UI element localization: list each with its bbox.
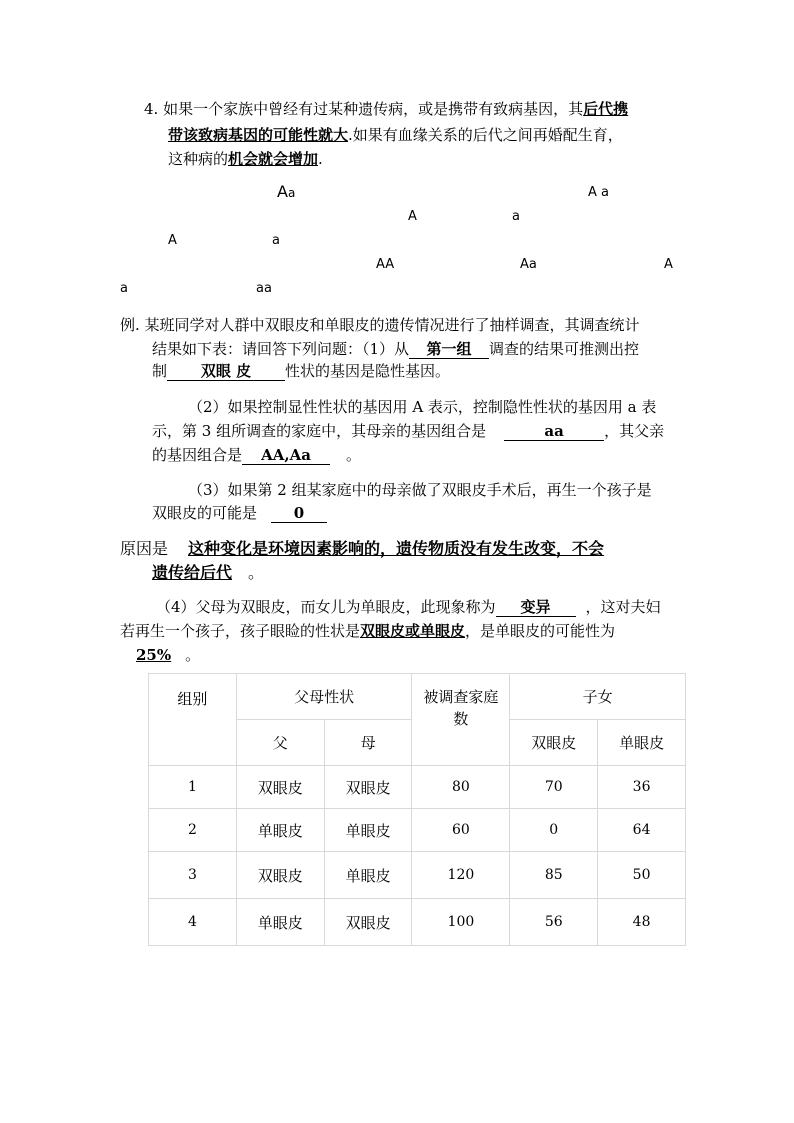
header-double: 双眼皮 — [510, 720, 598, 766]
item4-line1: 4. 如果一个家族中曾经有过某种遗传病，或是携带有致病基因，其后代携 — [144, 100, 629, 118]
q3-line1: （3）如果第 2 组某家庭中的母亲做了双眼皮手术后，再生一个孩子是 — [188, 481, 652, 499]
gene-label: A a — [588, 185, 609, 200]
cell-single: 64 — [598, 809, 686, 852]
cell-mother: 单眼皮 — [324, 809, 412, 852]
example-line1: 例. 某班同学对人群中双眼皮和单眼皮的遗传情况进行了抽样调查，其调查统计 — [120, 316, 640, 334]
cell-double: 85 — [510, 852, 598, 899]
q2-line1: （2）如果控制显性性状的基因用 A 表示，控制隐性性状的基因用 a 表 — [188, 398, 657, 416]
item4-line2: 带该致病基因的可能性就大.如果有血缘关系的后代之间再婚配生育， — [168, 126, 623, 144]
cell-double: 56 — [510, 899, 598, 946]
header-mother: 母 — [324, 720, 412, 766]
cell-single: 36 — [598, 766, 686, 809]
reason-line1: 原因是 这种变化是环境因素影响的，遗传物质没有发生改变，不会 — [120, 539, 605, 558]
table-row — [149, 899, 686, 946]
answer-blank: 变异 — [496, 597, 576, 617]
cell-group: 4 — [149, 899, 237, 946]
item4-line3: 这种病的机会就会增加. — [168, 150, 323, 168]
gene-label: a — [512, 209, 520, 224]
answer-blank: aa — [504, 421, 604, 441]
header-father: 父 — [236, 720, 324, 766]
gene-label: AA — [376, 257, 395, 272]
q4-line1: （4）父母为双眼皮，而女儿为单眼皮，此现象称为 变异 ，这对夫妇 — [156, 598, 661, 616]
cell-group: 3 — [149, 852, 237, 899]
gene-label: Aa — [520, 257, 537, 272]
table-row — [149, 766, 686, 809]
cell-single: 48 — [598, 899, 686, 946]
cell-mother: 双眼皮 — [324, 899, 412, 946]
cell-father: 单眼皮 — [236, 809, 324, 852]
answer-blank: 第一组 — [409, 339, 489, 359]
cell-count: 120 — [412, 852, 510, 899]
gene-label: a — [272, 233, 280, 248]
cell-count: 80 — [412, 766, 510, 809]
header-single: 单眼皮 — [598, 720, 686, 766]
q4-line3: 25% 。 — [136, 646, 201, 664]
example-line2: 结果如下表：请回答下列问题：（1）从 第一组 调查的结果可推测出控 — [152, 340, 640, 358]
cell-single: 50 — [598, 852, 686, 899]
answer-blank: 0 — [271, 503, 327, 523]
q2-line3: 的基因组合是 AA,Aa 。 — [152, 446, 362, 464]
header-count: 被调查家庭数 — [412, 674, 510, 766]
header-group: 组别 — [149, 674, 237, 766]
cell-father: 双眼皮 — [236, 766, 324, 809]
example-line3: 制 双眼 皮 性状的基因是隐性基因。 — [152, 362, 451, 380]
survey-table — [148, 673, 686, 946]
cell-double: 70 — [510, 766, 598, 809]
answer-blank: AA,Aa — [242, 445, 330, 465]
cell-father: 双眼皮 — [236, 852, 324, 899]
gene-label: A — [408, 209, 417, 224]
cell-group: 2 — [149, 809, 237, 852]
gene-label: a — [120, 281, 128, 296]
header-children: 子女 — [510, 674, 686, 720]
header-parents: 父母性状 — [236, 674, 412, 720]
cell-father: 单眼皮 — [236, 899, 324, 946]
q3-line2: 双眼皮的可能是 0 — [152, 502, 327, 524]
cell-count: 60 — [412, 809, 510, 852]
q4-line2: 若再生一个孩子，孩子眼睑的性状是双眼皮或单眼皮，是单眼皮的可能性为 — [120, 622, 616, 640]
table-row — [149, 809, 686, 852]
gene-label: aa — [256, 281, 272, 296]
gene-label: Aa — [277, 182, 296, 201]
cell-mother: 双眼皮 — [324, 766, 412, 809]
cell-count: 100 — [412, 899, 510, 946]
q2-line2: 示，第 3 组所调查的家庭中，其母亲的基因组合是 aa ，其父亲 — [152, 422, 665, 440]
gene-label: A — [168, 233, 177, 248]
gene-label: A — [664, 257, 673, 272]
cell-double: 0 — [510, 809, 598, 852]
cell-mother: 单眼皮 — [324, 852, 412, 899]
cell-group: 1 — [149, 766, 237, 809]
table-row — [149, 852, 686, 899]
answer-blank: 双眼 皮 — [167, 361, 285, 381]
reason-line2: 遗传给后代 。 — [152, 563, 265, 582]
